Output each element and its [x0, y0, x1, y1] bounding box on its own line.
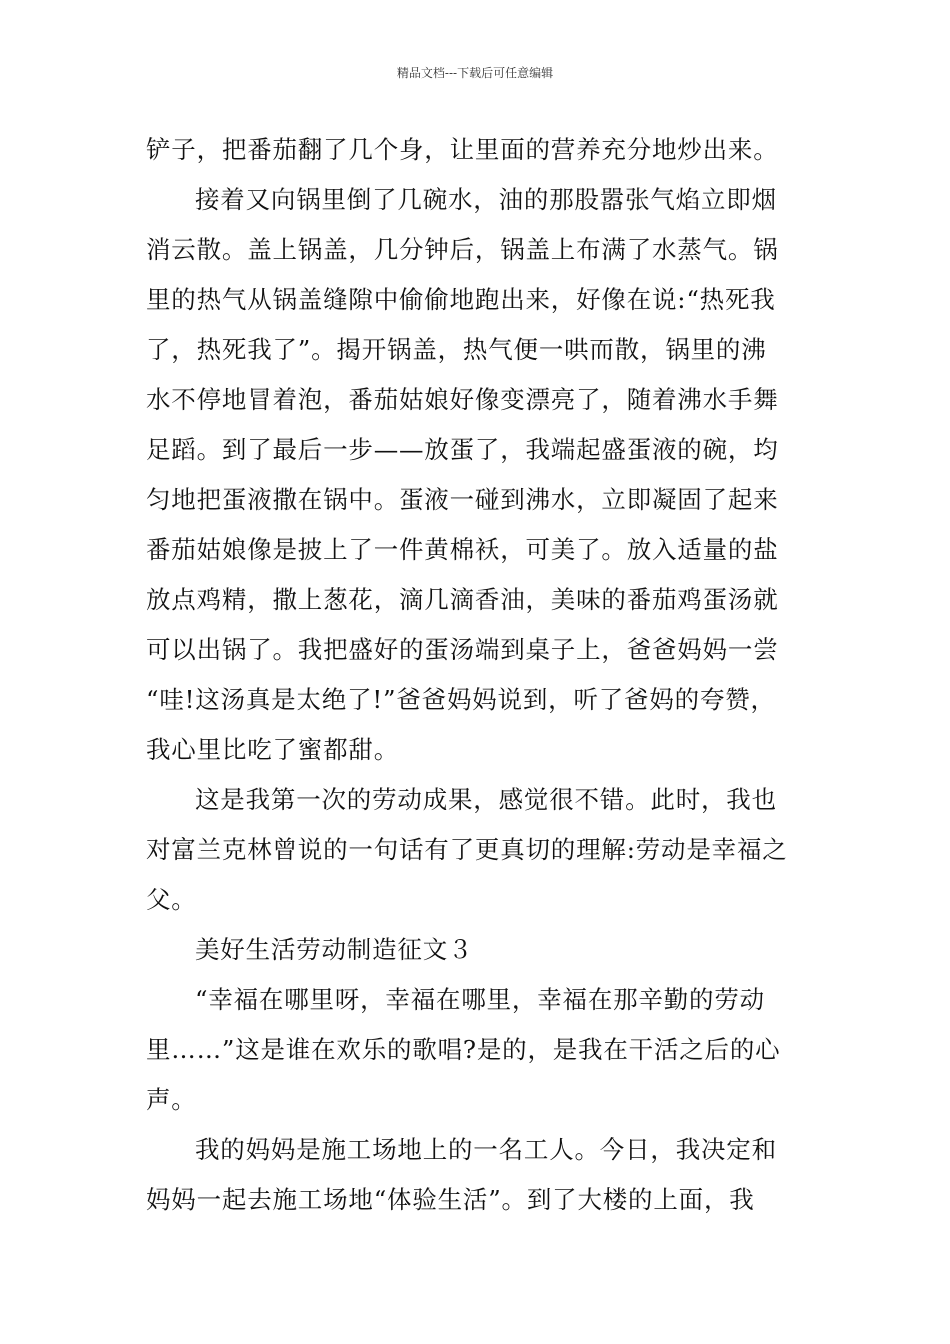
text-line: 足蹈。到了最后一步——放蛋了，我端起盛蛋液的碗，均: [146, 435, 779, 464]
text-line: 妈妈一起去施工场地“体验生活”。到了大楼的上面，我: [146, 1185, 755, 1214]
text-line: 可以出锅了。我把盛好的蛋汤端到桌子上，爸爸妈妈一尝: [146, 635, 779, 664]
text-line: “幸福在哪里呀，幸福在哪里，幸福在那辛勤的劳动: [195, 985, 765, 1014]
text-line: 父。: [146, 885, 197, 914]
text-line: “哇!这汤真是太绝了!”爸爸妈妈说到，听了爸妈的夸赞，: [146, 685, 776, 714]
text-line: 里的热气从锅盖缝隙中偷偷地跑出来，好像在说:“热死我: [146, 285, 776, 314]
section-heading: 美好生活劳动制造征文３: [195, 935, 474, 964]
text-line: 番茄姑娘像是披上了一件黄棉袄，可美了。放入适量的盐: [146, 535, 779, 564]
text-line: 里……”这是谁在欢乐的歌唱?是的，是我在干活之后的心: [146, 1035, 781, 1064]
text-line: 匀地把蛋液撒在锅中。蛋液一碰到沸水，立即凝固了起来: [146, 485, 779, 514]
page-header: 精品文档---下载后可任意编辑: [396, 66, 554, 80]
text-line: 声。: [146, 1085, 197, 1114]
text-line: 对富兰克林曾说的一句话有了更真切的理解:劳动是幸福之: [146, 835, 788, 864]
text-line: 消云散。盖上锅盖，几分钟后，锅盖上布满了水蒸气。锅: [146, 235, 779, 264]
text-line: 我心里比吃了蜜都甜。: [146, 735, 399, 764]
text-line: 接着又向锅里倒了几碗水，油的那股嚣张气焰立即烟: [195, 185, 777, 214]
text-line: 这是我第一次的劳动成果，感觉很不错。此时，我也: [195, 785, 777, 814]
text-line: 放点鸡精，撒上葱花，滴几滴香油，美味的番茄鸡蛋汤就: [146, 585, 779, 614]
text-line: 了，热死我了”。揭开锅盖，热气便一哄而散，锅里的沸: [146, 335, 767, 364]
text-line: 铲子，把番茄翻了几个身，让里面的营养充分地炒出来。: [146, 135, 779, 164]
text-line: 水不停地冒着泡，番茄姑娘好像变漂亮了，随着沸水手舞: [146, 385, 779, 414]
text-line: 我的妈妈是施工场地上的一名工人。今日，我决定和: [195, 1135, 777, 1164]
